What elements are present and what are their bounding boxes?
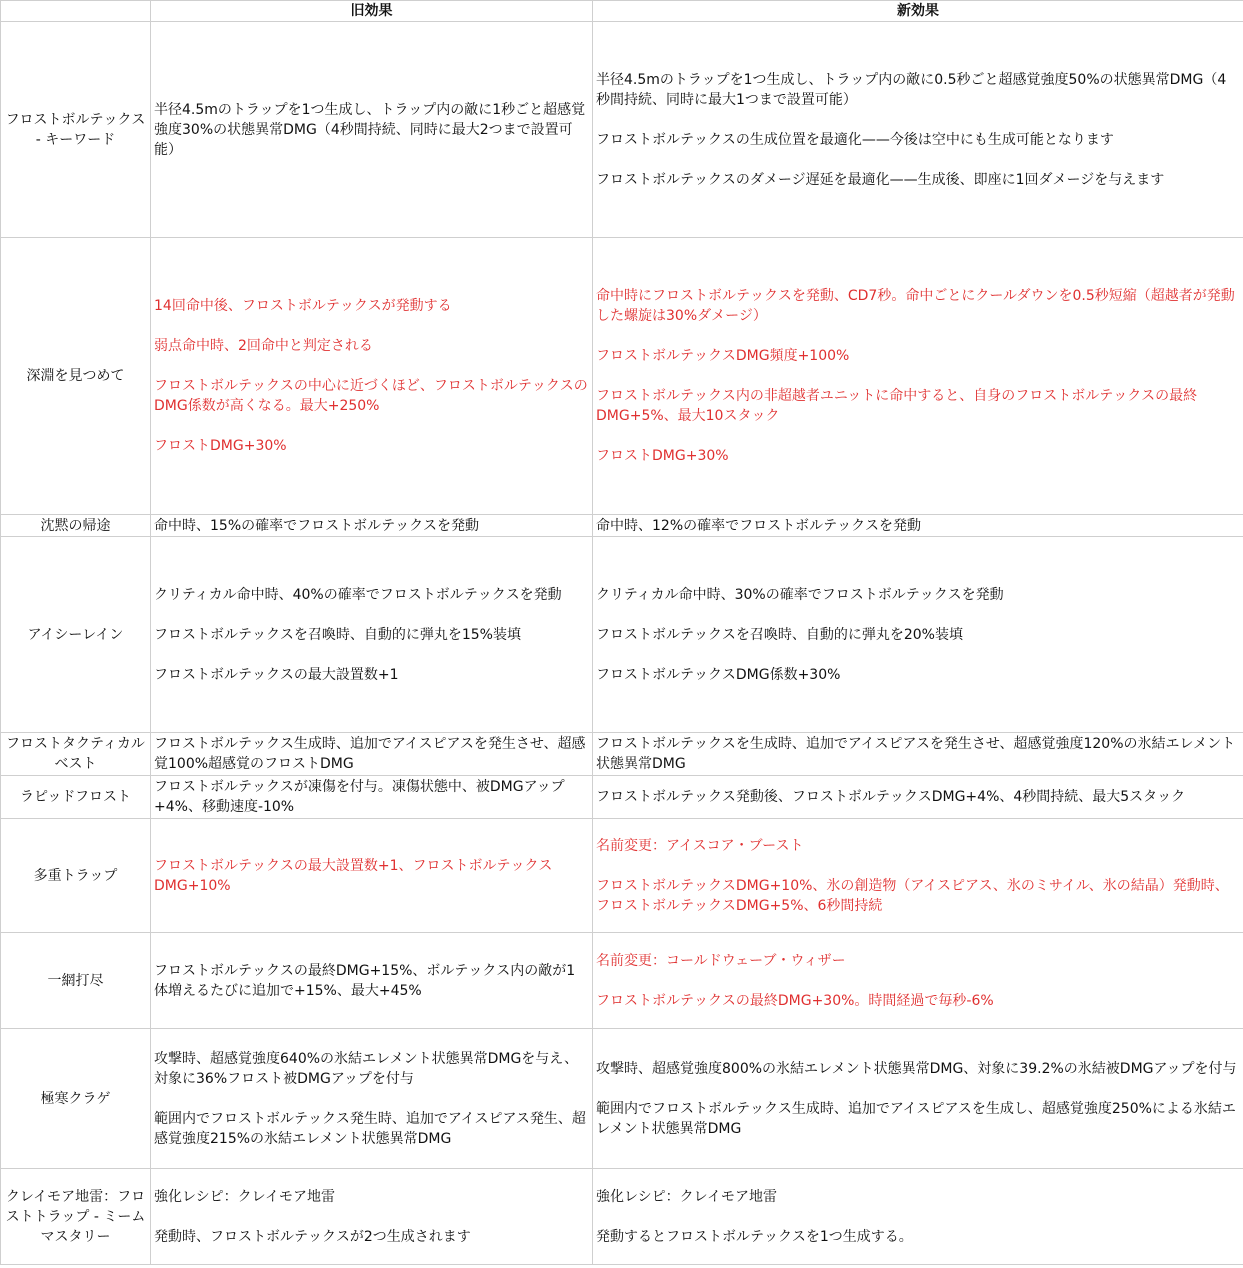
old-effect-line: 発動時、フロストボルテックスが2つ生成されます [154,1228,471,1245]
new-effect-line: フロストボルテックス内の非超越者ユニットに命中すると、自身のフロストボルテックスの最終DMG+5%、最大10スタック [596,388,1198,424]
table-row [1,1029,1243,1169]
table-row [1,819,1243,933]
old-effect-cell [151,1169,593,1265]
old-effect-line: フロストボルテックスの最終DMG+15%、ボルテックス内の敵が1体増えるたびに追加で+15%、最大+45% [154,962,576,999]
old-effect-line: 命中時、15%の確率でフロストボルテックスを発動 [154,517,479,534]
new-effect-line: フロストボルテックスの最終DMG+30%。時間経過で毎秒-6% [596,992,994,1009]
new-effect-line: 強化レシピ：クレイモア地雷 [596,1188,777,1205]
row-name: アイシーレイン [1,537,151,733]
new-effect-cell [593,537,1243,733]
old-effect-line: フロストボルテックスの最大設置数+1、フロストボルテックスDMG+10% [154,857,553,894]
new-effect-cell [593,238,1243,515]
old-effect-line: 半径4.5mのトラップを1つ生成し、トラップ内の敵に1秒ごと超感覚強度30%の状態異常DMG（4秒間持続、同時に最大2つまで設置可能） [154,101,586,158]
new-effect-line: 範囲内でフロストボルテックス生成時、追加でアイスピアスを生成し、超感覚強度250%による氷結エレメント状態異常DMG [596,1100,1236,1137]
table-row [1,537,1243,733]
new-effect-cell [593,733,1243,776]
table-row [1,733,1243,776]
table-row [1,22,1243,238]
old-effect-line: 14回命中後、フロストボルテックスが発動する [154,298,452,314]
table-row [1,238,1243,515]
old-effect-line: 弱点命中時、2回命中と判定される [154,338,373,354]
header-old-effect: 旧効果 [151,1,593,22]
new-effect-line: 発動するとフロストボルテックスを1つ生成する。 [596,1228,913,1245]
new-effect-line: 命中時、12%の確率でフロストボルテックスを発動 [596,517,921,534]
header-row [1,1,1243,22]
new-effect-line: フロストボルテックスDMG係数+30% [596,666,841,683]
new-effect-line: フロストボルテックスの生成位置を最適化——今後は空中にも生成可能となります [596,131,1114,148]
new-effect-cell [593,776,1243,819]
new-effect-line: フロストボルテックスを生成時、追加でアイスピアスを発生させ、超感覚強度120%の氷結エレメント状態異常DMG [596,736,1236,772]
table-row [1,1169,1243,1265]
row-name: 深淵を見つめて [1,238,151,515]
new-effect-cell [593,819,1243,933]
old-effect-line: フロストボルテックスが凍傷を付与。凍傷状態中、被DMGアップ+4%、移動速度-10% [154,779,565,815]
new-effect-line: フロストボルテックスを召喚時、自動的に弾丸を20%装填 [596,626,963,643]
table-row [1,515,1243,537]
new-effect-cell [593,515,1243,537]
new-effect-line: 名前変更：コールドウェーブ・ウィザー [596,952,846,969]
new-effect-cell [593,1029,1243,1169]
old-effect-cell [151,238,593,515]
old-effect-line: 範囲内でフロストボルテックス発生時、追加でアイスピアス発生、超感覚強度215%の氷結エレメント状態異常DMG [154,1110,586,1147]
old-effect-line: フロストボルテックス生成時、追加でアイスピアスを発生させ、超感覚100%超感覚のフロストDMG [154,736,586,772]
row-name: フロストボルテックス - キーワード [1,22,151,238]
old-effect-line: フロストボルテックスの最大設置数+1 [154,666,399,683]
old-effect-line: 攻撃時、超感覚強度640%の氷結エレメント状態異常DMGを与え、対象に36%フロスト被DMGアップを付与 [154,1050,579,1087]
new-effect-line: フロストボルテックス発動後、フロストボルテックスDMG+4%、4秒間持続、最大5スタック [596,789,1186,805]
new-effect-cell [593,933,1243,1029]
new-effect-cell [593,22,1243,238]
new-effect-line: フロストボルテックスDMG+10%、氷の創造物（アイスピアス、氷のミサイル、氷の結晶）発動時、フロストボルテックスDMG+5%、6秒間持続 [596,877,1229,914]
old-effect-cell [151,933,593,1029]
old-effect-line: フロストボルテックスを召喚時、自動的に弾丸を15%装填 [154,626,521,643]
new-effect-line: フロストボルテックスDMG頻度+100% [596,348,850,364]
old-effect-cell [151,22,593,238]
old-effect-line: フロストDMG+30% [154,438,287,454]
old-effect-cell [151,733,593,776]
header-blank [1,1,151,22]
old-effect-cell [151,819,593,933]
new-effect-line: フロストDMG+30% [596,448,729,464]
new-effect-line: 攻撃時、超感覚強度800%の氷結エレメント状態異常DMG、対象に39.2%の氷結被DMGアップを付与 [596,1060,1237,1077]
new-effect-cell [593,1169,1243,1265]
table-row [1,933,1243,1029]
old-effect-cell [151,776,593,819]
row-name: 多重トラップ [1,819,151,933]
row-name: 沈黙の帰途 [1,515,151,537]
old-effect-line: フロストボルテックスの中心に近づくほど、フロストボルテックスのDMG係数が高くなる。最大+250% [154,378,588,414]
new-effect-line: クリティカル命中時、30%の確率でフロストボルテックスを発動 [596,586,1004,603]
old-effect-cell [151,1029,593,1169]
row-name: クレイモア地雷：フロストトラップ - ミームマスタリー [1,1169,151,1265]
old-effect-line: 強化レシピ：クレイモア地雷 [154,1188,335,1205]
new-effect-line: 半径4.5mのトラップを1つ生成し、トラップ内の敵に0.5秒ごと超感覚強度50%の状態異常DMG（4秒間持続、同時に最大1つまで設置可能） [596,71,1227,108]
row-name: ラピッドフロスト [1,776,151,819]
old-effect-cell [151,515,593,537]
new-effect-line: 命中時にフロストボルテックスを発動、CD7秒。命中ごとにクールダウンを0.5秒短縮（超越者が発動した螺旋は30%ダメージ） [596,288,1235,324]
old-effect-cell [151,537,593,733]
row-name: フロストタクティカルベスト [1,733,151,776]
header-new-effect: 新効果 [593,1,1243,22]
new-effect-line: フロストボルテックスのダメージ遅延を最適化——生成後、即座に1回ダメージを与えます [596,171,1165,188]
old-effect-line: クリティカル命中時、40%の確率でフロストボルテックスを発動 [154,586,562,603]
row-name: 一網打尽 [1,933,151,1029]
table-row [1,776,1243,819]
new-effect-line: 名前変更：アイスコア・ブースト [596,837,804,854]
row-name: 極寒クラゲ [1,1029,151,1169]
